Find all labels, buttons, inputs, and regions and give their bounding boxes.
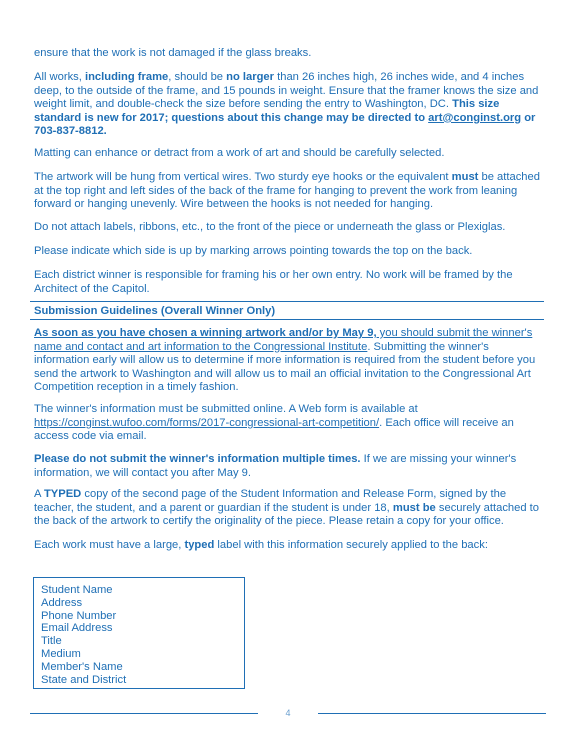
label-line: Email Address [41, 622, 113, 635]
page-number: 4 [285, 708, 291, 718]
label-line: Phone Number [41, 609, 117, 622]
paragraph-web-form [34, 403, 542, 444]
paragraph-hanging [34, 171, 542, 212]
label-line: Student Name [41, 584, 113, 596]
paragraph-submit-winner [34, 327, 542, 395]
section-title: Submission Guidelines (Overall Winner Only) [34, 305, 276, 317]
email-link[interactable]: art@conginst.org [428, 111, 522, 124]
paragraph-typed-copy [34, 488, 542, 529]
text: The winner's information must be submitted online. A Web form is available at [34, 403, 418, 415]
text: . Submitting the winner's information early will allow us to determine if more information is required from the student before you send the artwork to Washington and will allow us to mail an official invitation to the Congressional Art Competition reception in a timely fashion. [34, 340, 536, 394]
section-header [30, 301, 544, 320]
text-bold: must be [392, 501, 436, 514]
paragraph-matting: Matting can enhance or detract from a work of art and should be carefully selected. [34, 147, 445, 159]
text-underlined: you should submit the winner's name and contact and art information to the Congressional Institute [34, 327, 533, 353]
text: securely attached to the back of the artwork to certify the originality of the piece. Please retain a copy for your office. [34, 501, 540, 528]
footer-rule-right [318, 713, 546, 714]
text: be attached at the top right and left sides of the back of the frame for hanging to prevent the work from leaning forward or hanging unevenly. Wire between the hooks is not needed for hanging. [34, 171, 540, 211]
text: . Each office will receive an access code via email. [34, 416, 514, 443]
text: All works, [34, 71, 85, 83]
text-bold: or 703-837-8812. [34, 111, 536, 138]
paragraph-arrows: Please indicate which side is up by marking arrows pointing towards the top on the back. [34, 245, 473, 257]
text-bold: Please do not submit the winner's information multiple times. [34, 453, 361, 465]
text-bold: typed [184, 539, 215, 551]
text: copy of the second page of the Student Information and Release Form, signed by the teacher, the student, and a parent or guardian if the student is under 18, [34, 488, 507, 514]
paragraph-no-duplicates [34, 453, 542, 480]
paragraph-size-limits [34, 71, 542, 139]
text-bold: including frame [84, 71, 169, 83]
paragraph-framing: Each district winner is responsible for framing his or her own entry. No work will be framed by the Architect of the Capitol. [34, 269, 513, 295]
text-bold: TYPED [43, 488, 82, 500]
text: A [34, 488, 44, 500]
text: If we are missing your winner's information, we will contact you after May 9. [34, 453, 517, 479]
text-bold-underlined: As soon as you have chosen a winning artwork and/or by May 9, [34, 327, 377, 339]
label-line: Address [41, 596, 83, 609]
label-info-box [33, 577, 245, 689]
text: Each work must have a large, [34, 539, 185, 551]
label-line: State and District [41, 673, 127, 686]
text-bold: must [451, 171, 479, 183]
label-line: Member's Name [41, 660, 123, 673]
label-line: Medium [41, 647, 81, 660]
paragraph-typed-label [34, 539, 542, 553]
footer-rule-left [30, 713, 258, 714]
label-line: Title [41, 635, 62, 648]
text: label with this information securely applied to the back: [214, 539, 488, 551]
paragraph-glass: ensure that the work is not damaged if the glass breaks. [34, 47, 312, 59]
text: The artwork will be hung from vertical wires. Two sturdy eye hooks or the equivalent [34, 171, 452, 183]
paragraph-labels: Do not attach labels, ribbons, etc., to the front of the piece or underneath the glass or Plexiglas. [34, 221, 506, 233]
text: , should be [168, 71, 227, 83]
web-form-link[interactable]: https://conginst.wufoo.com/forms/2017-congressional-art-competition/ [34, 416, 380, 429]
text-bold: no larger [226, 71, 275, 83]
text-bold: This size standard is new for 2017; questions about this change may be directed to [34, 98, 500, 124]
text: than 26 inches high, 26 inches wide, and 4 inches deep, to the outside of the frame, and 15 pounds in weight. Ensure that the framer knows the size and weight limit, and double-check the size before sending the entry to Washington, DC. [34, 71, 539, 111]
